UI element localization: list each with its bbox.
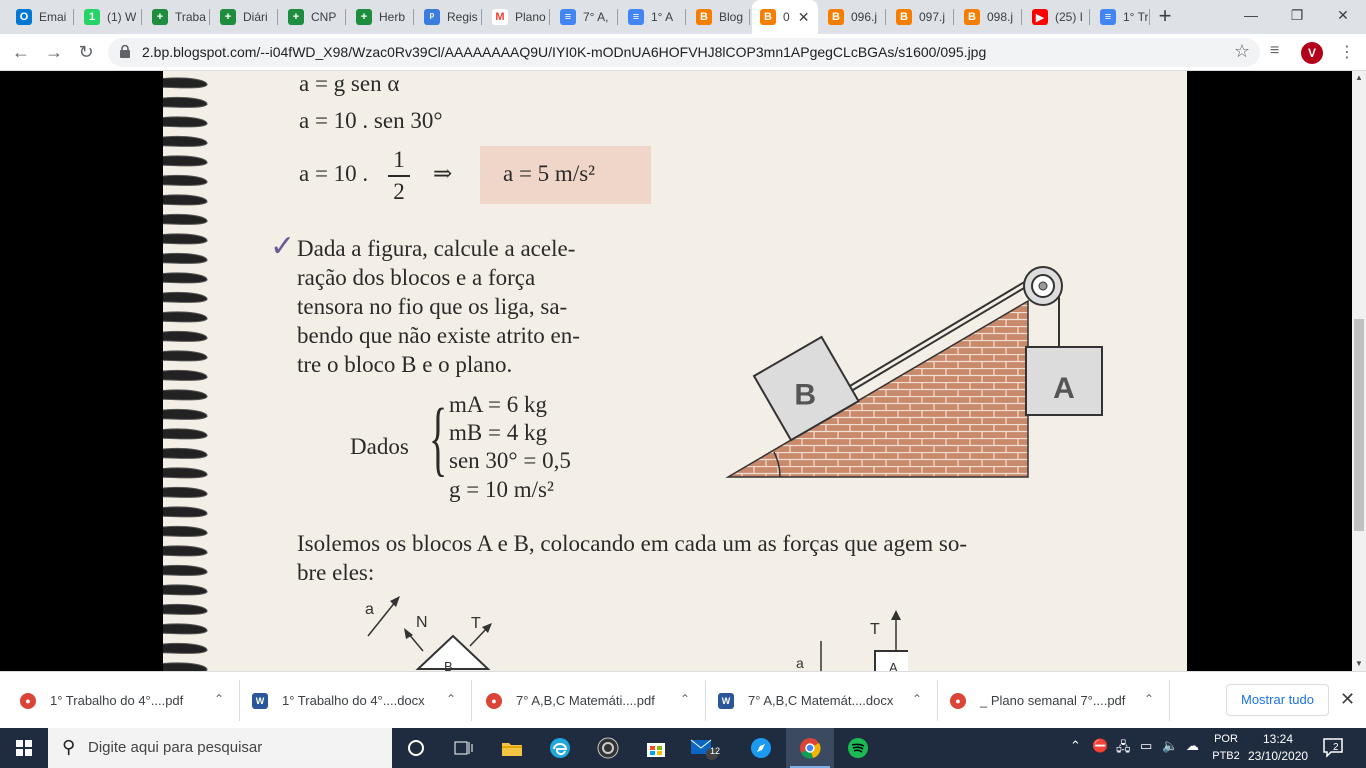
word-icon: W [252, 693, 268, 709]
dados-item-sen: sen 30° = 0,5 [449, 448, 571, 473]
tab-2[interactable] [76, 0, 142, 34]
download-item[interactable] [8, 672, 240, 729]
dados-item-mb: mB = 4 kg [449, 420, 547, 445]
tab-label: (25) I [1055, 10, 1084, 24]
tab-1[interactable] [8, 0, 74, 34]
download-filename: _ Plano semanal 7°....pdf [980, 693, 1126, 708]
tab-label: Blog [719, 10, 744, 24]
mail-icon[interactable] [680, 728, 728, 768]
word-icon: W [718, 693, 734, 709]
tab-label: Traba [175, 10, 206, 24]
docs-icon: ≡ [628, 9, 644, 25]
download-options-chevron-icon[interactable]: ⌃ [213, 692, 224, 706]
fraction-numerator: 1 [393, 147, 405, 172]
download-filename: 7° A,B,C Matemáti....pdf [516, 693, 655, 708]
fraction-denominator: 2 [393, 179, 405, 204]
tab-6[interactable] [348, 0, 414, 34]
isolate-line-1: Isolemos os blocos A e B, colocando em cada um as forças que agem so- [297, 531, 968, 556]
minimize-button[interactable]: — [1244, 7, 1258, 23]
menu-icon[interactable]: ⋮ [1339, 44, 1355, 61]
dados-item-ma: mA = 6 kg [449, 392, 547, 417]
tab-9[interactable] [552, 0, 618, 34]
tab-5[interactable] [280, 0, 346, 34]
problem-line-2: ração dos blocos e a força [297, 265, 536, 290]
download-bar [0, 671, 1366, 728]
browser-toolbar [0, 34, 1366, 71]
free-body-diagram-b [358, 591, 508, 671]
tab-label: 098.j [987, 10, 1014, 24]
free-body-diagram-a [788, 606, 908, 671]
tab-15[interactable] [956, 0, 1022, 34]
mail-badge: 12 [710, 746, 721, 756]
tab-12[interactable] [752, 0, 818, 34]
chrome-icon: ● [486, 693, 502, 709]
tab-4[interactable] [212, 0, 278, 34]
fraction-bar [388, 175, 410, 177]
store-icon[interactable] [632, 728, 680, 768]
tab-label: 1° Tr [1123, 10, 1149, 24]
download-item[interactable] [706, 672, 938, 729]
address-bar[interactable] [108, 38, 1260, 67]
problem-line-5: tre o bloco B e o plano. [297, 352, 513, 377]
task-view-icon[interactable] [440, 728, 488, 768]
tab-label: CNP [311, 10, 337, 24]
svg-text:A: A [889, 660, 898, 671]
docs-icon: ≡ [1100, 9, 1116, 25]
whatsapp-icon: 1 [84, 9, 100, 25]
url-text: 2.bp.blogspot.com/--i04fWD_X98/Wzac0Rv39Cl/AAAAAAAAQ9U/IYI0K-mODnUA6HOFVHJ8lCOP3mn1APgegCLcBGAs/s1600/095.jpg [142, 44, 987, 60]
equation-line-1: a = g sen α [299, 71, 400, 96]
blogger-icon: B [760, 9, 776, 25]
equation-line-3-left: a = 10 . [299, 161, 369, 186]
safari-like-icon[interactable] [737, 728, 785, 768]
system-clock[interactable]: 13:24 23/10/2020 [1248, 732, 1309, 763]
dados-brace: { [429, 392, 448, 485]
download-options-chevron-icon[interactable]: ⌃ [445, 692, 456, 706]
battery-icon[interactable]: ▭ [1140, 738, 1153, 753]
problem-line-1: Dada a figura, calcule a acele- [297, 236, 576, 261]
reload-button[interactable]: ↻ [78, 42, 94, 62]
isolate-line-2: bre eles: [297, 560, 375, 585]
problem-line-3: tensora no fio que os liga, sa- [297, 294, 568, 319]
block-a-label: A [1053, 372, 1075, 405]
download-options-chevron-icon[interactable]: ⌃ [911, 692, 922, 706]
outlook-icon: O [16, 9, 32, 25]
search-icon: ⚲ [62, 737, 76, 757]
tab-label: 7° A, [583, 10, 609, 24]
download-item[interactable] [938, 672, 1170, 729]
classroom-icon: + [220, 9, 236, 25]
tab-label: Diári [243, 10, 268, 24]
youtube-icon: ▶ [1032, 9, 1048, 25]
defender-warning-icon[interactable]: ⛔ [1092, 738, 1109, 753]
book-page-image [163, 71, 1187, 671]
download-item[interactable] [240, 672, 472, 729]
svg-text:N: N [416, 614, 428, 631]
tab-label: 0 [783, 10, 790, 24]
file-explorer-icon[interactable] [488, 728, 536, 768]
download-options-chevron-icon[interactable]: ⌃ [679, 692, 690, 706]
download-filename: 7° A,B,C Matemát....docx [748, 693, 894, 708]
download-item[interactable] [474, 672, 706, 729]
vertical-scrollbar[interactable] [1352, 71, 1366, 671]
blogger-icon: B [964, 9, 980, 25]
tab-13[interactable] [820, 0, 886, 34]
image-viewer [0, 71, 1352, 671]
close-window-button[interactable]: ✕ [1337, 7, 1349, 23]
reading-list-icon[interactable]: ≡ [1270, 42, 1280, 59]
tab-label: Plano [515, 10, 546, 24]
cortana-icon[interactable] [392, 728, 440, 768]
restore-button[interactable]: ❐ [1290, 7, 1304, 23]
show-all-downloads-button[interactable]: Mostrar tudo [1226, 684, 1329, 716]
problem-line-4: bendo que não existe atrito en- [297, 323, 580, 348]
tab-7[interactable] [416, 0, 482, 34]
search-placeholder: Digite aqui para pesquisar [88, 739, 263, 756]
close-tab-icon[interactable]: ✕ [797, 8, 810, 25]
new-tab-button[interactable]: + [1158, 3, 1172, 28]
edge-icon[interactable] [536, 728, 584, 768]
close-download-bar-icon[interactable]: ✕ [1340, 689, 1356, 709]
svg-text:B: B [794, 378, 817, 412]
scrollbar-thumb[interactable] [1354, 319, 1364, 531]
bookmark-star-icon[interactable]: ☆ [1233, 41, 1250, 61]
tab-label: Emai [39, 10, 67, 24]
implies-arrow: ⇒ [433, 161, 453, 186]
blogger-icon: B [896, 9, 912, 25]
scroll-up-icon[interactable]: ▲ [1355, 73, 1363, 82]
blogger-icon: B [828, 9, 844, 25]
tab-label: (1) W [107, 10, 137, 24]
chrome-icon: ● [950, 693, 966, 709]
tray-overflow-icon[interactable]: ⌃ [1070, 738, 1081, 753]
classroom-icon: + [288, 9, 304, 25]
notification-count: 2 [1333, 742, 1339, 753]
download-filename: 1° Trabalho do 4°....pdf [50, 693, 184, 708]
equation-line-2: a = 10 . sen 30° [299, 108, 443, 133]
svg-text:T: T [471, 615, 481, 632]
tab-17[interactable] [1092, 0, 1150, 34]
classroom-icon: + [152, 9, 168, 25]
dados-item-g: g = 10 m/s² [449, 477, 554, 502]
tab-10[interactable] [620, 0, 686, 34]
inclined-plane-figure [718, 256, 1118, 486]
language-indicator[interactable]: POR PTB2 [1212, 733, 1240, 762]
tab-16[interactable] [1024, 0, 1090, 34]
svg-text:T: T [870, 621, 880, 638]
tab-14[interactable] [888, 0, 954, 34]
tab-label: 097.j [919, 10, 946, 24]
spotify-icon[interactable] [834, 728, 882, 768]
chrome-taskbar-icon[interactable] [786, 728, 834, 768]
lock-icon [120, 45, 130, 58]
taskbar-search-box[interactable] [48, 728, 392, 768]
tab-11[interactable] [688, 0, 750, 34]
checkmark-icon: ✓ [270, 229, 296, 264]
obs-icon[interactable] [584, 728, 632, 768]
tab-label: 096.j [851, 10, 878, 24]
chrome-icon: ● [20, 693, 36, 709]
dados-label: Dados [350, 434, 409, 459]
tab-8[interactable] [484, 0, 550, 34]
tab-3[interactable] [144, 0, 210, 34]
acceleration-result: a = 5 m/s² [503, 161, 596, 186]
network-icon[interactable]: 🖧 [1116, 739, 1131, 754]
classroom-icon: + [356, 9, 372, 25]
windows-taskbar [0, 728, 1366, 768]
registro-icon: ᵖ [424, 9, 440, 25]
docs-icon: ≡ [560, 9, 576, 25]
svg-text:B: B [444, 659, 453, 671]
svg-text:a: a [365, 601, 374, 618]
download-options-chevron-icon[interactable]: ⌃ [1143, 692, 1154, 706]
gmail-icon: M [492, 9, 508, 25]
back-button[interactable]: ← [12, 42, 30, 62]
svg-text:a: a [796, 655, 804, 671]
download-filename: 1° Trabalho do 4°....docx [282, 693, 425, 708]
onedrive-icon[interactable]: ☁ [1186, 738, 1199, 753]
tab-label: Regis [447, 10, 478, 24]
tab-label: Herb [379, 10, 406, 24]
forward-button[interactable]: → [45, 42, 63, 62]
spiral-binding [163, 71, 213, 671]
blogger-icon: B [696, 9, 712, 25]
scroll-down-icon[interactable]: ▼ [1355, 659, 1363, 668]
volume-icon[interactable]: 🔈 [1162, 738, 1179, 753]
tab-label: 1° A [651, 10, 674, 24]
windows-start-icon[interactable] [0, 728, 48, 768]
profile-avatar[interactable]: V [1301, 42, 1323, 64]
